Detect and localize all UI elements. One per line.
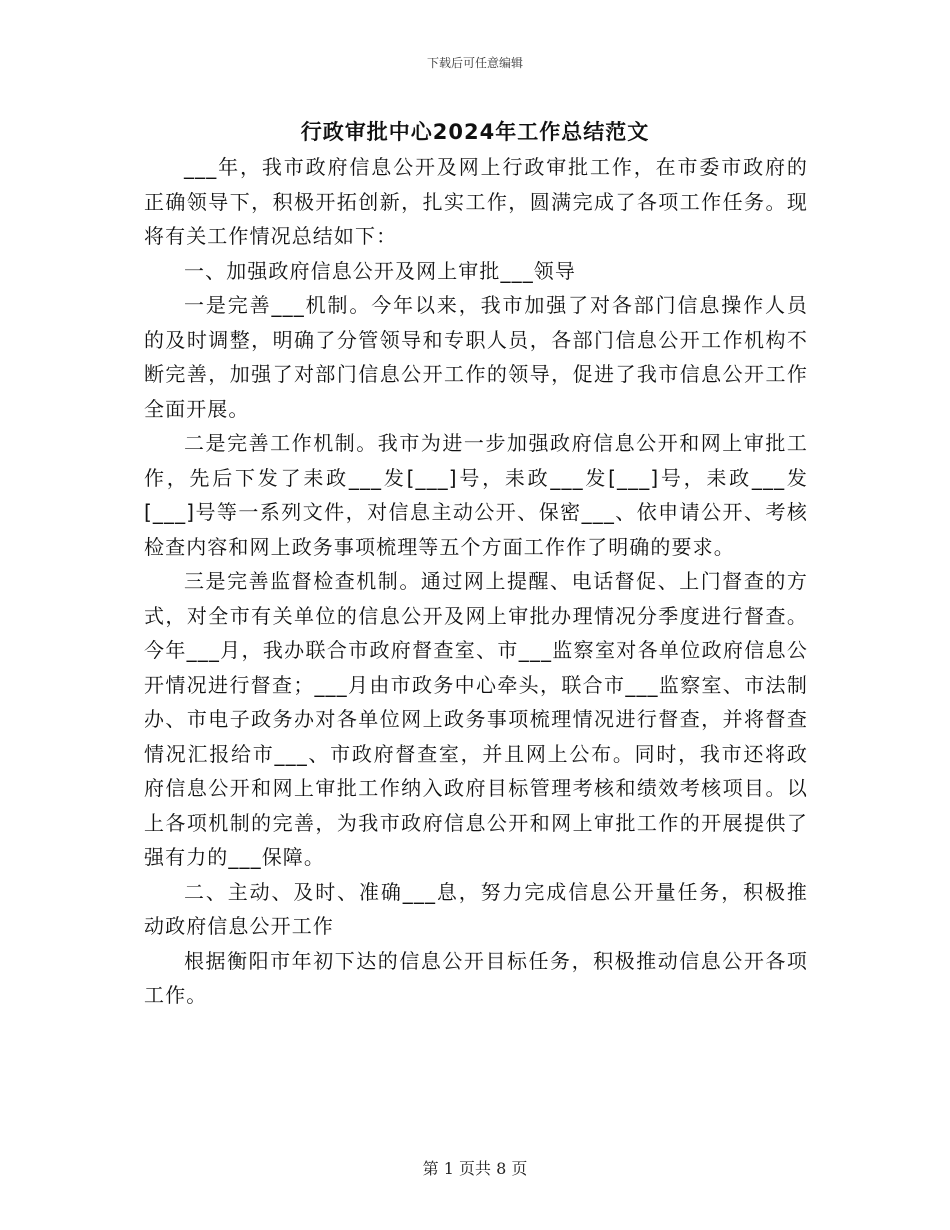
header-note: 下载后可任意编辑 [426, 56, 523, 70]
paragraph: 三是完善监督检查机制。通过网上提醒、电话督促、上门督查的方式，对全市有关单位的信息公开及网上审批办理情况分季度进行督查。今年___月，我办联合市政府督查室、市___监察室对各单位政府信息公开情况进行督查；___月由市政务中心牵头，联合市___监察室、市法制办、市电子政务办对各单位网上政务事项梳理情况进行督查，并将督查情况汇报给市___、市政府督查室，并且网上公布。同时，我市还将政府信息公开和网上审批工作纳入政府目标管理考核和绩效考核项目。以上各项机制的完善，为我市政府信息公开和网上审批工作的开展提供了强有力的___保障。 [144, 569, 808, 869]
section-heading: 二、主动、及时、准确___息，努力完成信息公开量任务，积极推动政府信息公开工作 [144, 879, 808, 938]
paragraph: 一是完善___机制。今年以来，我市加强了对各部门信息操作人员的及时调整，明确了分管领导和专职人员，各部门信息公开工作机构不断完善，加强了对部门信息公开工作的领导，促进了我市信息公开工作全面开展。 [144, 293, 808, 421]
document-title: 行政审批中心2024年工作总结范文 [300, 120, 650, 144]
paragraph: 根据衡阳市年初下达的信息公开目标任务，积极推动信息公开各项工作。 [144, 948, 808, 1007]
document-body [144, 150, 808, 1013]
paragraph: 二是完善工作机制。我市为进一步加强政府信息公开和网上审批工作，先后下发了耒政___发[___]号，耒政___发[___]号，耒政___发[___]号等一系列文件，对信息主动公开、保密___、依申请公开、考核检查内容和网上政务事项梳理等五个方面工作作了明确的要求。 [144, 431, 808, 559]
paragraph: ___年，我市政府信息公开及网上行政审批工作，在市委市政府的正确领导下，积极开拓创新，扎实工作，圆满完成了各项工作任务。现将有关工作情况总结如下： [144, 155, 808, 248]
section-heading: 一、加强政府信息公开及网上审批___领导 [184, 258, 576, 283]
page-number-footer: 第 1 页共 8 页 [422, 1159, 528, 1178]
